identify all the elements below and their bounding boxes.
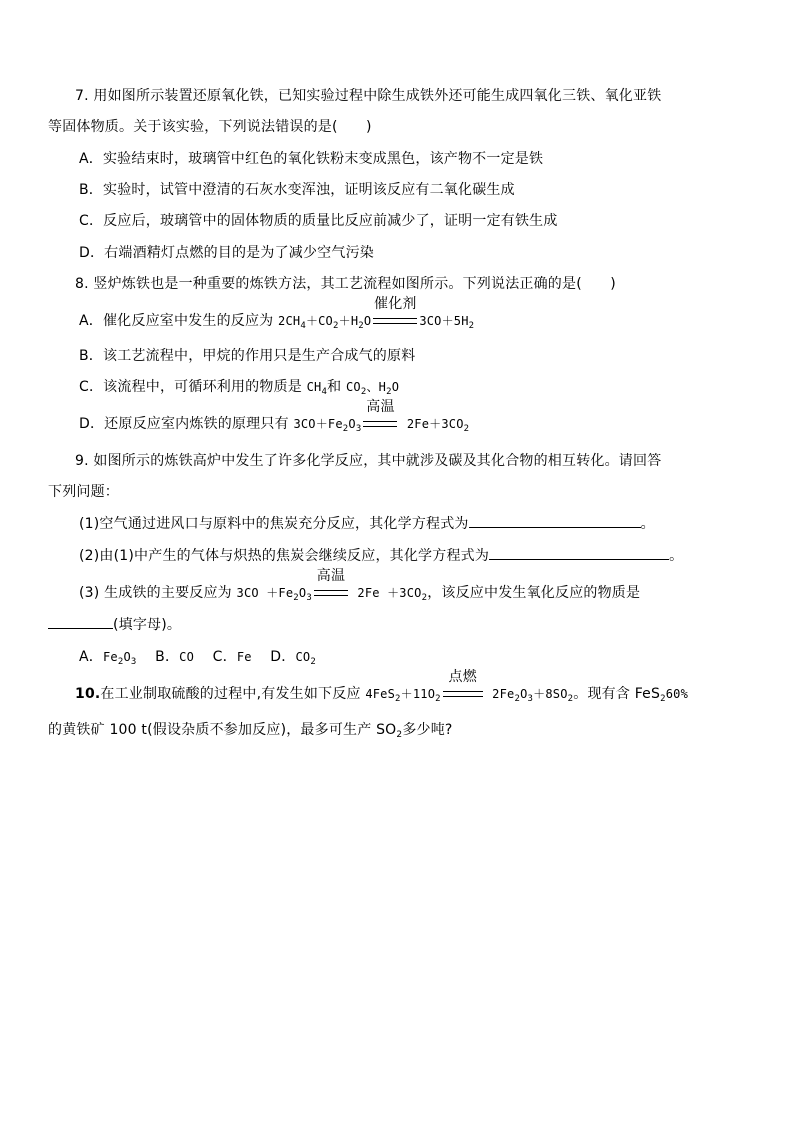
q9-sub1 xyxy=(79,513,655,534)
period: 。 xyxy=(640,516,655,532)
q9-sub3-text: (3) 生成铁的主要反应为 xyxy=(79,585,237,601)
q8-option-a-condition xyxy=(371,296,419,331)
q8-option-d-text: D．还原反应室内炼铁的原理只有 xyxy=(79,416,294,432)
q10-text: 在工业制取硫酸的过程中,有发生如下反应 xyxy=(100,686,366,702)
q8-option-a xyxy=(79,296,475,331)
q9-sub2-text: (2)由(1)中产生的气体与炽热的焦炭会继续反应，其化学方程式为 xyxy=(79,548,490,564)
q7-option-d: D．右端酒精灯点燃的目的是为了减少空气污染 xyxy=(79,245,374,261)
q8-option-c-and: 和 xyxy=(327,379,346,395)
q10-number: 10. xyxy=(75,686,101,702)
q8-option-a-condition-text: 催化剂 xyxy=(374,296,417,312)
q10-suffix: 。现有含 FeS xyxy=(573,686,661,702)
q8-option-a-text: A．催化反应室中发生的反应为 xyxy=(79,313,279,329)
q8-option-d-rhs: $2Fe+3CO_2$ xyxy=(399,417,470,434)
q8-option-c-formulas: $CH_4$ xyxy=(306,380,328,397)
answer-blank[interactable] xyxy=(469,513,641,528)
q7-line1: 7. 用如图所示装置还原氧化铁，已知实验过程中除生成铁外还可能生成四氧化三铁、氧化亚铁 xyxy=(75,88,662,104)
q10-rhs: $2Fe_2O_3+8SO_2$ xyxy=(484,687,574,704)
q9-line2: 下列问题： xyxy=(48,484,119,500)
q10-lhs: $4FeS_2+11O_2$ xyxy=(365,687,441,704)
q9-sub3-lhs: $3CO +Fe_2O_3$ xyxy=(236,586,312,603)
q10-line2-suffix: 多少吨? xyxy=(402,722,453,738)
q9-sub3-rhs: $2Fe +3CO_2$ xyxy=(349,586,428,603)
q8-option-d-lhs: $3CO+Fe_2O_3$ xyxy=(293,417,362,434)
equals-sign-icon xyxy=(363,421,397,427)
q9-option-a: A．$Fe_2O_3$ xyxy=(79,649,137,667)
q9-sub1-text: (1)空气通过进风口与原料中的焦炭充分反应，其化学方程式为 xyxy=(79,516,469,532)
q9-options xyxy=(79,647,316,667)
period: 。 xyxy=(669,548,684,564)
q8-line1: 8. 竖炉炼铁也是一种重要的炼铁方法，其工艺流程如图所示。下列说法正确的是( ) xyxy=(75,276,616,292)
q10-percent: $_2$60% xyxy=(660,687,688,704)
q9-sub3-condition-text: 高温 xyxy=(316,568,346,584)
q7-option-c: C．反应后，玻璃管中的固体物质的质量比反应前减少了，证明一定有铁生成 xyxy=(79,213,558,229)
equals-sign-icon xyxy=(373,318,417,324)
q8-option-d-condition-text: 高温 xyxy=(366,399,395,415)
q8-option-a-rhs: $3CO+5H_2$ xyxy=(419,314,475,331)
q9-sub2 xyxy=(79,545,683,566)
q8-option-a-lhs: $2CH_4+CO_2+H_2O$ xyxy=(278,314,372,331)
q7-line2: 等固体物质。关于该实验，下列说法错误的是( ) xyxy=(48,119,372,135)
q9-sub3-suffix: ，该反应中发生氧化反应的物质是 xyxy=(427,585,641,601)
q10-line2 xyxy=(48,720,453,740)
q10-line2-text: 的黄铁矿 100 t(假设杂质不参加反应)，最多可生产 SO xyxy=(48,722,397,738)
q10-line1 xyxy=(75,669,688,704)
q8-option-c-formulas-2: $CO_2$、$H_2O$ xyxy=(345,380,400,397)
q10-condition xyxy=(441,669,485,704)
answer-blank[interactable] xyxy=(489,545,669,560)
q9-line1: 9. 如图所示的炼铁高炉中发生了许多化学反应，其中就涉及碳及其化合物的相互转化。请回答 xyxy=(75,453,662,469)
q7-option-b: B．实验时，试管中澄清的石灰水变浑浊，证明该反应有二氧化碳生成 xyxy=(79,182,515,198)
q8-option-c-text: C．该流程中，可循环利用的物质是 xyxy=(79,379,307,395)
q9-sub3-line2-text: (填字母)。 xyxy=(113,617,182,633)
equals-sign-icon xyxy=(443,691,483,697)
q9-option-d: D．$CO_2$ xyxy=(270,649,316,667)
q10-condition-text: 点燃 xyxy=(448,669,477,685)
q8-option-c xyxy=(79,377,399,397)
q10-line2-sub: 2 xyxy=(396,730,403,740)
q9-sub3-line2 xyxy=(48,614,181,635)
q7-option-a: A．实验结束时，玻璃管中红色的氧化铁粉末变成黑色，该产物不一定是铁 xyxy=(79,151,544,167)
q8-option-b: B．该工艺流程中，甲烷的作用只是生产合成气的原料 xyxy=(79,348,416,364)
q9-sub3 xyxy=(79,568,641,603)
q9-sub3-condition xyxy=(312,568,350,603)
q9-option-b: B．CO xyxy=(155,649,195,665)
q8-option-d xyxy=(79,399,470,434)
q8-option-d-condition xyxy=(361,399,399,434)
q9-option-c: C．Fe xyxy=(212,649,252,665)
answer-blank[interactable] xyxy=(48,614,113,629)
equals-sign-icon xyxy=(314,590,348,596)
